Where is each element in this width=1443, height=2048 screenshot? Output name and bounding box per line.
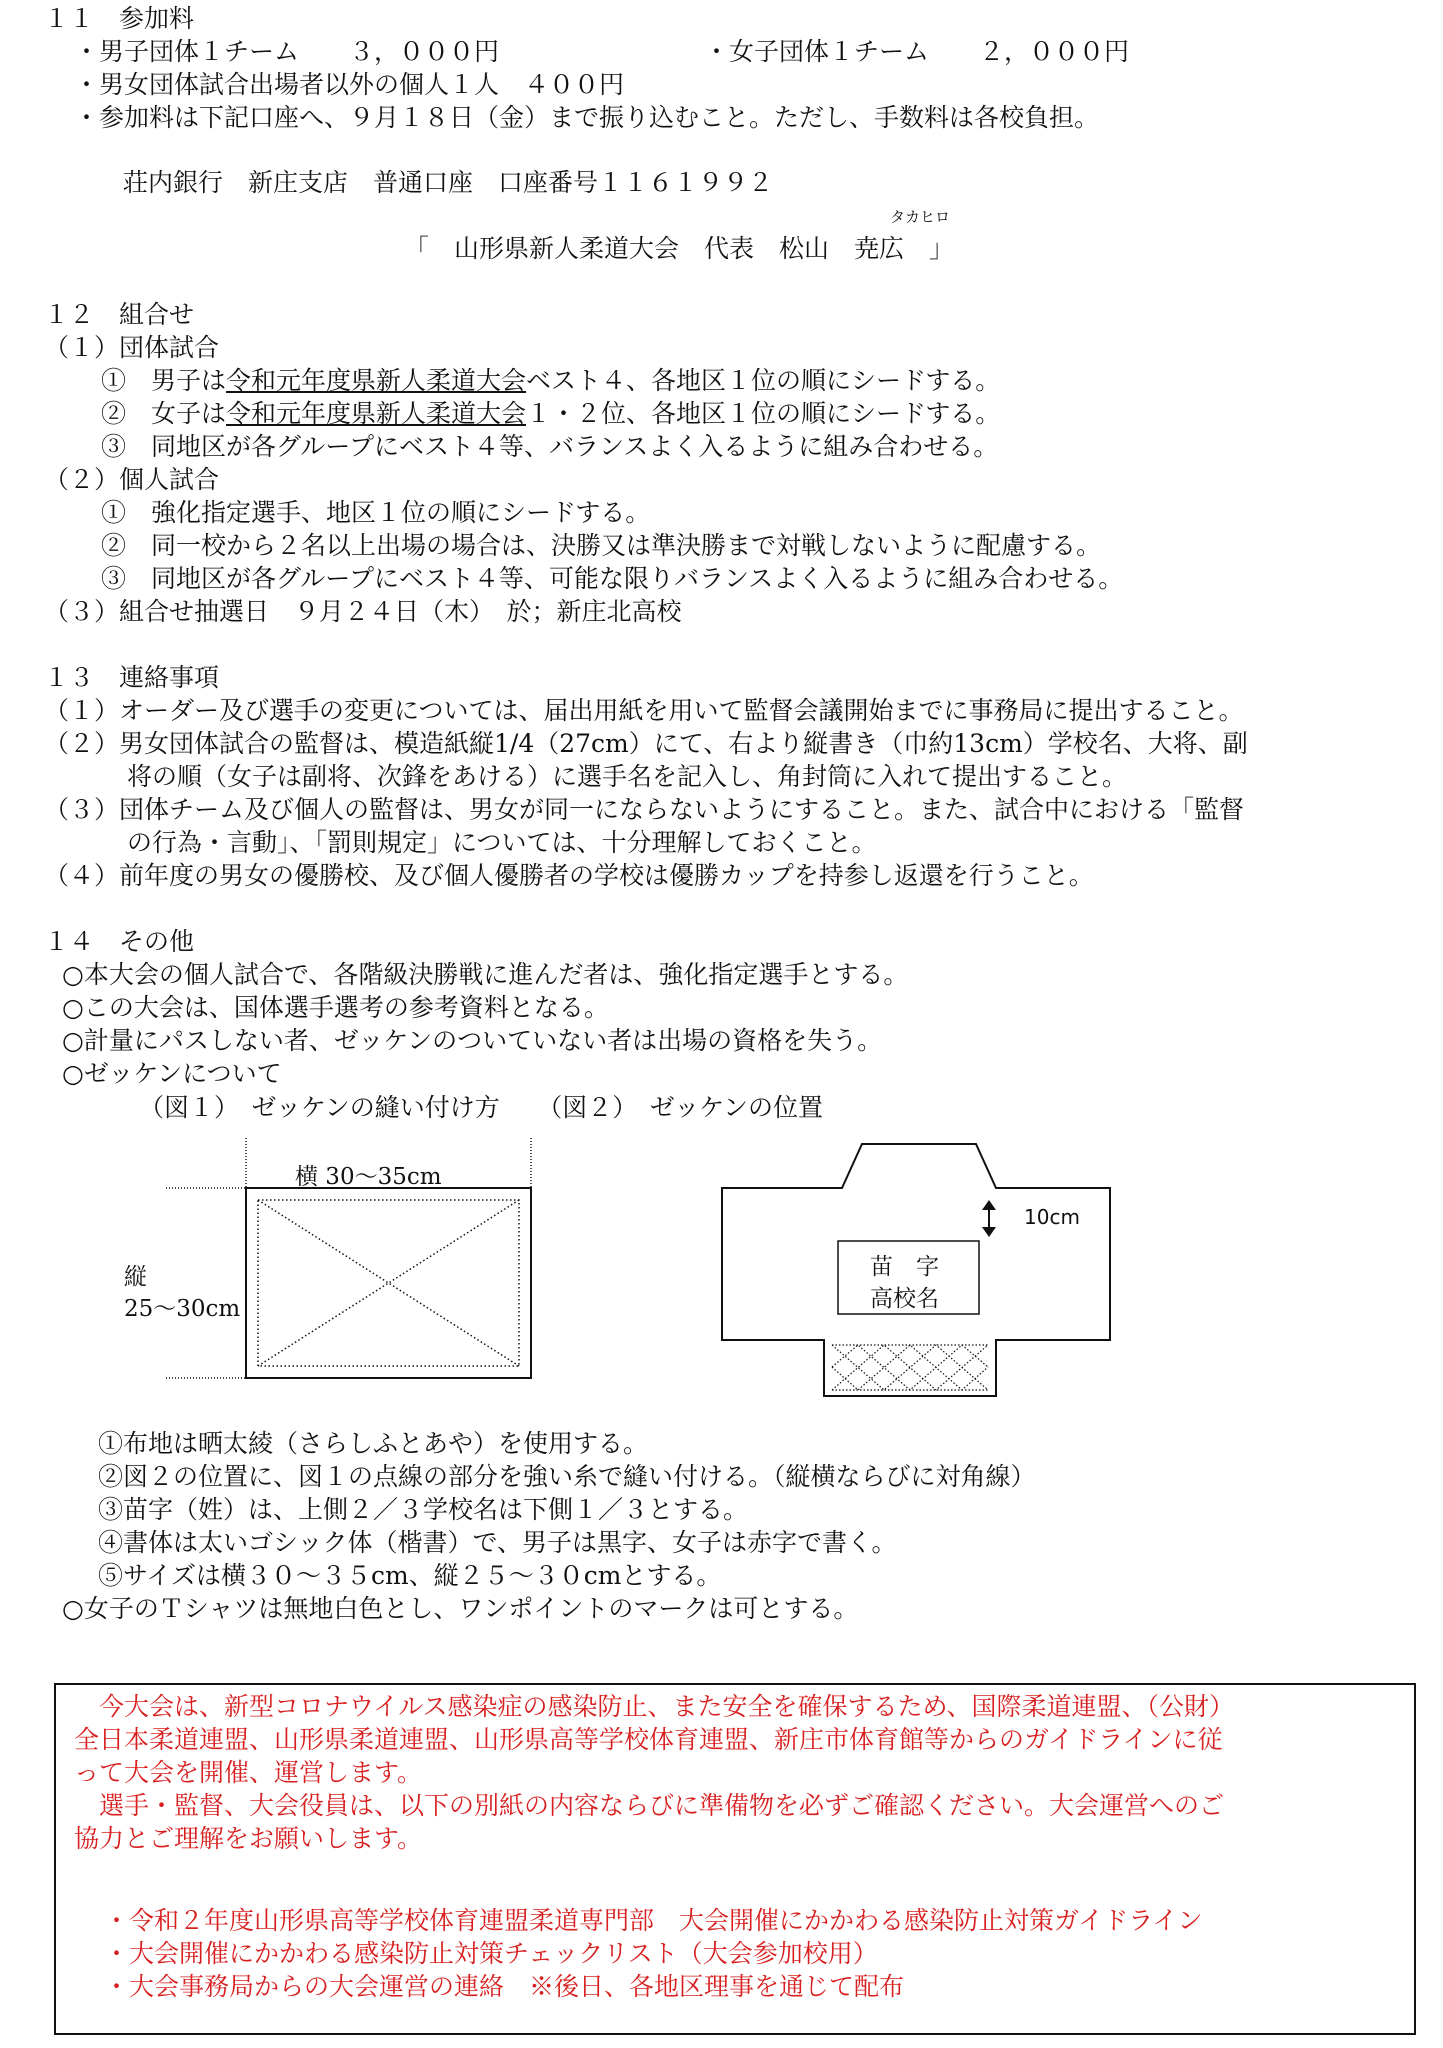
team-item-1: ① 男子は令和元年度県新人柔道大会ベスト４、各地区１位の順にシードする。 <box>101 366 1001 395</box>
team-item-3: ③ 同地区が各グループにベスト４等、バランスよく入るように組み合わせる。 <box>101 432 999 461</box>
tshirt-note: ○女子のＴシャツは無地白色とし、ワンポイントのマークは可とする。 <box>62 1594 859 1623</box>
zekken-rule-1: ①布地は晒太綾（さらしふとあや）を使用する。 <box>98 1429 649 1458</box>
team-match-heading: （１）団体試合 <box>44 333 220 362</box>
fig2-belt-zigzag-4 <box>832 1345 988 1390</box>
payment-note: ・参加料は下記口座へ、９月１８日（金）まで振り込むこと。ただし、手数料は各校負担。 <box>74 103 1100 132</box>
notice-line-4: （４）前年度の男女の優勝校、及び個人優勝者の学校は優勝カップを持参し返還を行うこと。 <box>44 861 1094 890</box>
fig2-name-label-2: 高校名 <box>870 1286 939 1312</box>
section-12-heading: １２ 組合せ <box>44 300 195 329</box>
individual-item-3: ③ 同地区が各グループにベスト４等、可能な限りバランスよく入るように組み合わせる。 <box>101 564 1124 593</box>
covid-notice-box <box>54 1683 1416 2035</box>
notice-line-2-cont: 将の順（女子は副将、次鋒をあける）に選手名を記入し、角封筒に入れて提出すること。 <box>127 762 1128 791</box>
fig1-width-label: 横 30～35cm <box>295 1164 442 1190</box>
team-item-2: ② 女子は令和元年度県新人柔道大会１・２位、各地区１位の順にシードする。 <box>101 399 1001 428</box>
other-item-4: ○ゼッケンについて <box>62 1059 282 1088</box>
notice-para-line-2: 全日本柔道連盟、山形県柔道連盟、山形県高等学校体育連盟、新庄市体育館等からのガイドラインに従 <box>74 1725 1223 1754</box>
notice-line-3: （３）団体チーム及び個人の監督は、男女が同一にならないようにすること。また、試合中における「監督 <box>44 795 1245 824</box>
fig2-name-label-1: 苗 字 <box>870 1254 939 1280</box>
fig2-belt-zigzag-1 <box>832 1345 988 1390</box>
notice-bullet-1: ・令和２年度山形県高等学校体育連盟柔道専門部 大会開催にかかわる感染防止対策ガイドライン <box>104 1906 1203 1935</box>
section-11-heading: １１ 参加料 <box>44 4 195 33</box>
fig2-arrow-up <box>982 1200 996 1210</box>
draw-date: （３）組合せ抽選日 ９月２４日（木） 於；新庄北高校 <box>44 597 682 626</box>
notice-bullet-2: ・大会開催にかかわる感染防止対策チェックリスト（大会参加校用） <box>104 1939 878 1968</box>
notice-para-line-4: 選手・監督、大会役員は、以下の別紙の内容ならびに準備物を必ずご確認ください。大会運営へのご <box>74 1791 1225 1820</box>
zekken-rule-5: ⑤サイズは横３０～３５cm、縦２５～３０cmとする。 <box>98 1561 722 1590</box>
individual-item-1: ① 強化指定選手、地区１位の順にシードする。 <box>101 498 651 527</box>
bank-account: 荘内銀行 新庄支店 普通口座 口座番号１１６１９９２ <box>123 168 774 197</box>
section-14-heading: １４ その他 <box>44 927 195 956</box>
notice-para-line-1: 今大会は、新型コロナウイルス感染症の感染防止、また安全を確保するため、国際柔道連盟、（公財） <box>74 1692 1235 1721</box>
fig1-height-label-2: 25～30cm <box>124 1296 241 1322</box>
men-team-fee: ・男子団体１チーム ３，０００円 <box>74 37 500 66</box>
notice-para-line-5: 協力とご理解をお願いします。 <box>74 1824 423 1853</box>
other-item-2: ○この大会は、国体選手選考の参考資料となる。 <box>62 993 609 1022</box>
fig2-gap-label: 10cm <box>1024 1205 1080 1229</box>
notice-para-line-3: って大会を開催、運営します。 <box>74 1758 423 1787</box>
individual-fee: ・男女団体試合出場者以外の個人１人 ４００円 <box>74 70 625 99</box>
fig2-belt-zigzag-2 <box>832 1345 988 1390</box>
individual-match-heading: （２）個人試合 <box>44 465 220 494</box>
individual-item-2: ② 同一校から２名以上出場の場合は、決勝又は準決勝まで対戦しないように配慮する。 <box>101 531 1102 560</box>
zekken-rule-3: ③苗字（姓）は、上側２／３学校名は下側１／３とする。 <box>98 1495 749 1524</box>
notice-line-3-cont: の行為・言動」、「罰則規定」については、十分理解しておくこと。 <box>127 828 877 857</box>
fig2-belt-zigzag-3 <box>832 1345 988 1390</box>
women-team-fee: ・女子団体１チーム ２，０００円 <box>704 37 1130 66</box>
figure-captions: （図１） ゼッケンの縫い付け方 （図２） ゼッケンの位置 <box>139 1093 824 1122</box>
zekken-rule-4: ④書体は太いゴシック体（楷書）で、男子は黒字、女子は赤字で書く。 <box>98 1528 897 1557</box>
section-13-heading: １３ 連絡事項 <box>44 663 220 692</box>
notice-line-1: （１）オーダー及び選手の変更については、届出用紙を用いて監督会議開始までに事務局に提出すること。 <box>44 696 1244 725</box>
furigana: タカヒロ <box>890 208 951 226</box>
other-item-1: ○本大会の個人試合で、各階級決勝戦に進んだ者は、強化指定選手とする。 <box>62 960 909 989</box>
other-item-3: ○計量にパスしない者、ゼッケンのついていない者は出場の資格を失う。 <box>62 1026 883 1055</box>
notice-bullet-3: ・大会事務局からの大会運営の連絡 ※後日、各地区理事を通じて配布 <box>104 1972 905 2001</box>
fig2-arrow-down <box>982 1227 996 1237</box>
notice-line-2: （２）男女団体試合の監督は、模造紙縦1/4（27cm）にて、右より縦書き（巾約13cm）学校名、大将、副 <box>44 729 1248 758</box>
zekken-rule-2: ②図２の位置に、図１の点線の部分を強い糸で縫い付ける。（縦横ならびに対角線） <box>98 1462 1036 1491</box>
account-name: 「 山形県新人柔道大会 代表 松山 尭広 」 <box>404 234 955 263</box>
fig1-height-label-1: 縦 <box>124 1264 147 1290</box>
